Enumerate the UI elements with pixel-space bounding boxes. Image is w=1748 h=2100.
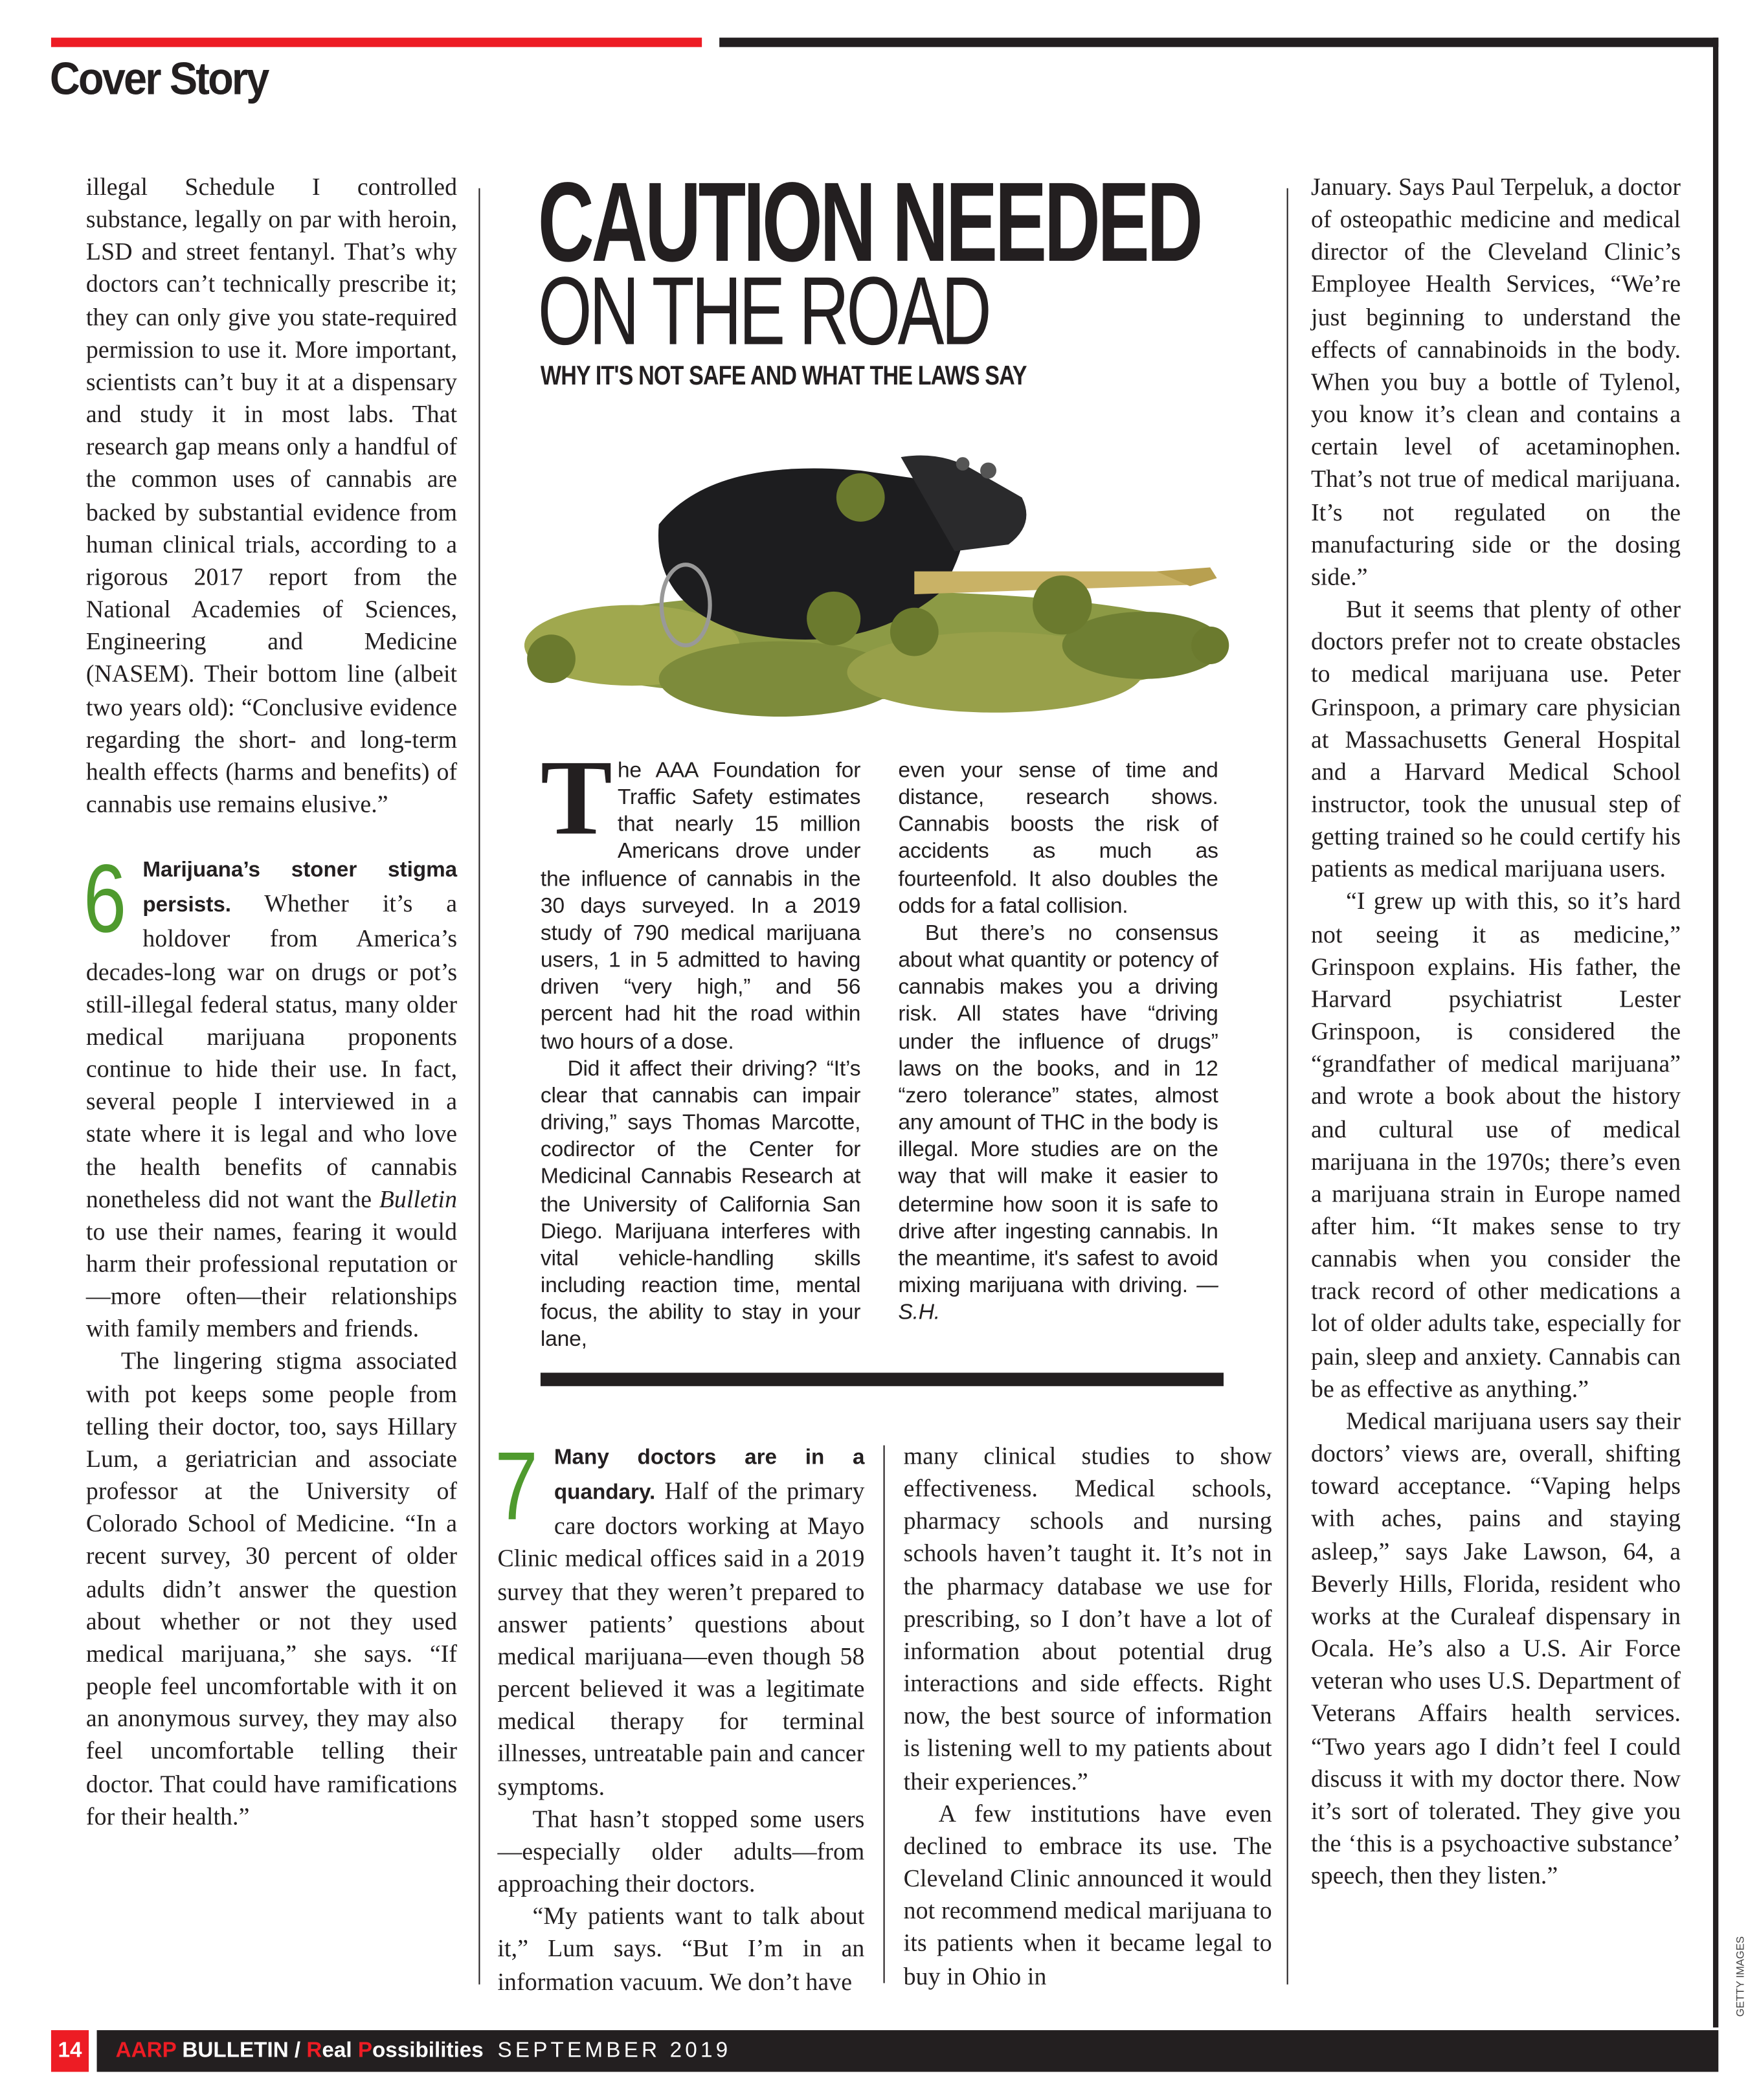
car-key-cannabis-photo	[511, 443, 1237, 733]
item-7-lead: Many doctors are in a quandary.	[554, 1446, 865, 1505]
footer-r: R	[306, 2039, 322, 2062]
paragraph	[540, 739, 861, 1055]
paragraph: A few institutions have even declined to embrace its use. The Cleveland Clinic announced it would not recommend medical marijuana to its patients when it became legal to buy in Ohio in	[903, 1800, 1272, 1989]
paragraph-text: But there’s no consensus about what quantity or potency of cannabis makes you a driving risk. All states have “driving under the influence of drugs” laws on the books, and in 12 “zero tolerance” states, almost any amount of THC in the body is illegal. More studies are on the way that will make it easier to determine how soon it is safe to drive after ingesting cannabis. In the meantime, it's safest to avoid mixing marijuana with driving.	[898, 921, 1218, 1298]
drop-number-7: 7	[495, 1433, 538, 1541]
footer-date: SEPTEMBER 2019	[497, 2039, 732, 2062]
section-title: Cover Story	[49, 54, 268, 105]
paragraph: “I grew up with this, so it’s hard not seeing it as medicine,” Grinspoon explains. His father, the Harvard psychiatrist Lester Grinspoon, is considered the “grandfather of medical marijuana” and wrote a book about the history and cultural use of medical marijuana in the 1970s; there’s even a marijuana strain in Europe named after him. “It makes sense to try cannabis when you consider the track record of other medications a lot of older adults take, especially for pain, sleep and anxiety. Cannabis can be as effective as anything.”	[1310, 888, 1681, 1402]
header-black-rule	[719, 38, 1718, 47]
footer-eal: eal	[322, 2039, 358, 2062]
item-7	[495, 1433, 865, 1802]
sidebar-column-1	[540, 739, 861, 1353]
paragraph: That hasn’t stopped some users —especially older adults—from approaching their doctors.	[497, 1805, 865, 1897]
item-6-text-cont: to use their names, fearing it would harm their professional reputation or—more often—their relationships with family members and friends.	[85, 1218, 458, 1343]
article-column-3	[904, 1440, 1272, 1992]
publication-name: Bulletin	[379, 1185, 458, 1212]
paragraph: even your sense of time and distance, research shows. Cannabis boosts the risk of accidents as much as fourteenfold. It also doubles the odds for a fatal collision.	[898, 758, 1218, 919]
header-red-rule	[51, 38, 702, 47]
article-column-1	[83, 171, 458, 1833]
column-divider	[1287, 188, 1288, 1985]
footer-brand-aarp: AARP	[115, 2039, 177, 2062]
article-column-4	[1311, 171, 1681, 1892]
byline: —S.H.	[898, 1273, 1218, 1325]
article-column-2	[495, 1433, 865, 1997]
paragraph	[898, 919, 1218, 1326]
footer-p: P	[357, 2039, 373, 2062]
sidebar-headline-line2: ON THE ROAD	[537, 258, 989, 366]
item-7-text: Half of the primary care doctors working at Mayo Clinic medical offices said in a 2019 survey that they weren’t prepared to answer patients’ questions about medical marijuana—even though 58 percent believed it was a legitimate medical therapy for terminal illnesses, untreatable pain and cancer symptoms.	[497, 1477, 865, 1800]
column-divider	[478, 188, 480, 1985]
item-6-lead: Marijuana’s stoner stigma persists.	[142, 859, 458, 918]
item-6-text: Whether it’s a holdover from America’s decades-long war on drugs or pot’s still-illegal federal status, many older medical marijuana proponents continue to hide their use. In fact, several people I interviewed in a state where it is legal and who love the health benefits of cannabis nonetheless did not want the	[85, 890, 458, 1212]
paragraph: “My patients want to talk about it,” Lum says. “But I’m in an information vacuum. We don’t have	[497, 1903, 865, 1995]
sidebar-headline-line1: CAUTION NEEDED	[537, 159, 1201, 285]
sidebar-subhead: WHY IT'S NOT SAFE AND WHAT THE LAWS SAY	[540, 361, 1027, 392]
footer-brand-bulletin: BULLETIN /	[176, 2039, 307, 2062]
paragraph-text: he AAA Foundation for Traffic Safety estimates that nearly 15 million Americans drove under the influence of cannabis in the 30 days surveyed. In a 2019 study of 790 medical marijuana users, 1 in 5 admitted to having driven “very high,” and 56 percent had hit the road within two hours of a dose.	[540, 758, 861, 1054]
page-number: 14	[51, 2030, 89, 2072]
drop-number-6: 6	[83, 845, 127, 954]
right-vertical-rule	[1713, 38, 1718, 2027]
paragraph: Medical marijuana users say their doctors’ views are, overall, shifting toward acceptance. “Vaping helps with aches, pains and staying asleep,” says Jake Lawson, 64, a Beverly Hills, Florida, resident who works at the Curaleaf dispensary in Ocala. He’s also a U.S. Air Force veteran who uses U.S. Department of Veterans Affairs health services. “Two years ago I didn’t feel I could discuss it with my doctor there. Now it’s sort of tolerated. They give you the ‘this is a psychoactive substance’ speech, then they listen.”	[1310, 1407, 1681, 1890]
paragraph: The lingering stigma associated with pot keeps some people from telling their doctor, too, says Hillary Lum, a geriatrician and associate professor at the University of Colorado School of Medicine. “In a recent survey, 30 percent of older adults didn’t answer the question about whether or not they used medical marijuana,” she says. “If people feel uncomfortable with it on an anonymous survey, they may also feel uncomfortable telling their doctor. That could have ramifications for their health.”	[85, 1348, 458, 1829]
paragraph: Did it affect their driving? “It’s clear that cannabis can impair driving,” says Thomas Marcotte, codirector of the Center for Medicinal Cannabis Research at the University of California San Diego. Marijuana interferes with vital vehicle-handling skills including reaction time, mental focus, the ability to stay in your lane,	[540, 1056, 861, 1352]
column-divider	[884, 1446, 885, 1983]
paragraph: illegal Schedule I controlled substance, legally on par with heroin, LSD and street fentanyl. That’s why doctors can’t technically prescribe it; they can only give you state-required permission to use it. More important, scientists can’t buy it at a dispensary and study it in most labs. That research gap means only a handful of the common uses of cannabis are backed by substantial evidence from human clinical trials, according to a rigorous 2017 report from the National Academies of Sciences, Engineering and Medicine (NASEM). Their bottom line (albeit two years old): “Conclusive evidence regarding the short- and long-term health effects (harms and benefits) of cannabis use remains elusive.”	[85, 173, 458, 818]
footer-ossibilities: ossibilities	[372, 2039, 484, 2062]
sidebar-column-2	[898, 757, 1218, 1326]
paragraph: But it seems that plenty of other doctors prefer not to create obstacles to medical marijuana use. Peter Grinspoon, a primary care physician at Massachusetts General Hospital and a Harvard Medical School instructor, took the unusual step of getting trained so he could certify his patients as medical marijuana users.	[1310, 596, 1681, 883]
sidebar-bottom-rule	[541, 1373, 1224, 1387]
drop-cap-t: T	[540, 739, 612, 858]
photo-credit: GETTY IMAGES	[1734, 1936, 1747, 2017]
footer-bar	[97, 2030, 1719, 2072]
paragraph: January. Says Paul Terpeluk, a doctor of osteopathic medicine and medical director of the Cleveland Clinic’s Employee Health Services, “We’re just beginning to understand the effects of cannabinoids in the body. When you buy a bottle of Tylenol, you know it’s clean and contains a certain level of acetaminophen. That’s not true of medical marijuana. It’s not regulated on the manufacturing side or the dosing side.”	[1310, 173, 1681, 590]
paragraph: many clinical studies to show effectiveness. Medical schools, pharmacy schools and nursing schools haven’t taught it. It’s not in the pharmacy database we use for prescribing, so I don’t have a lot of information about potential drug interactions and side effects. Right now, the best source of information is listening well to my patients about their experiences.”	[903, 1442, 1272, 1794]
item-6	[83, 845, 458, 1345]
